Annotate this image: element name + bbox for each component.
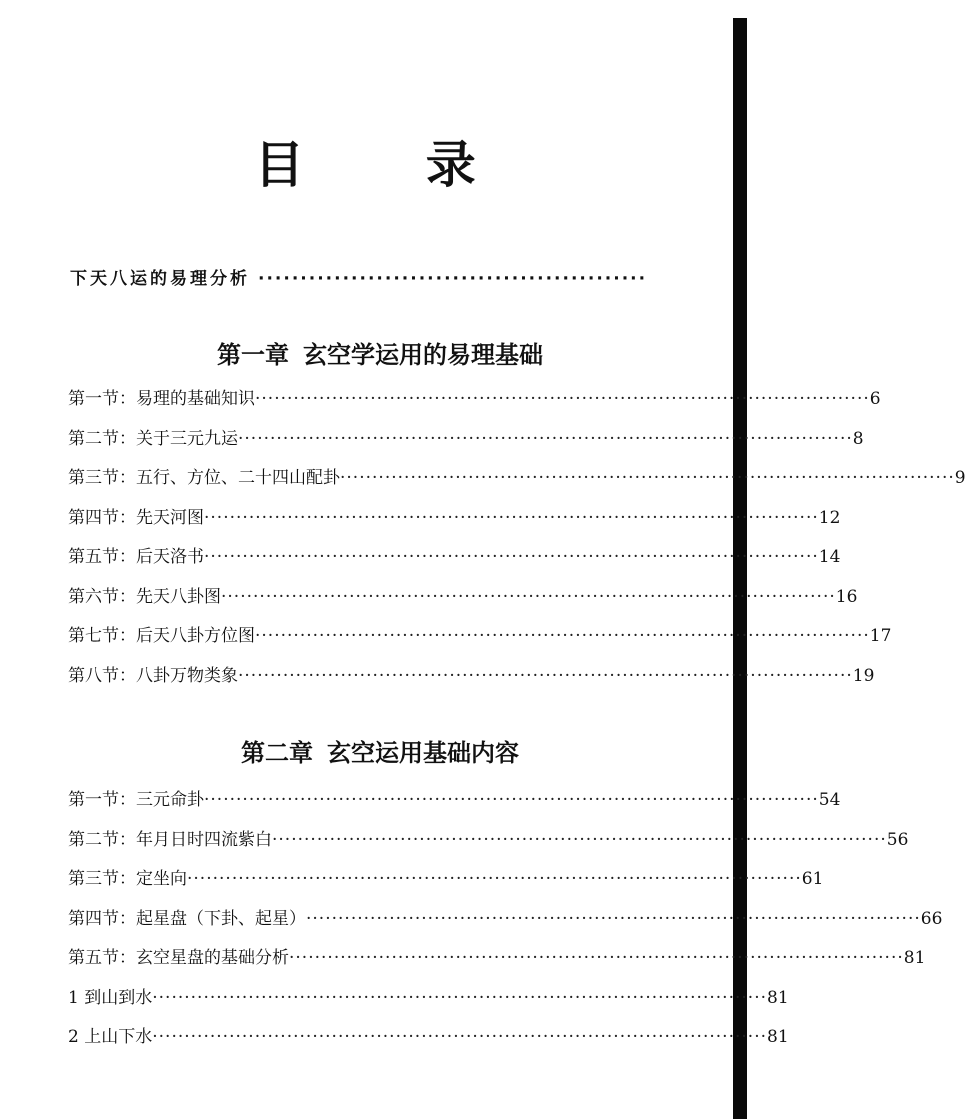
- toc-page-number: 8: [852, 428, 864, 449]
- toc-entry[interactable]: [68, 582, 858, 622]
- toc-page-number: 61: [801, 869, 824, 889]
- chapter-name: 玄空运用基础内容: [327, 739, 519, 767]
- toc-intro-label: 下天八运的易理分析: [70, 269, 250, 289]
- toc-leader-dots: ································································································: [306, 908, 921, 929]
- chapter-number: 第一章: [217, 341, 289, 369]
- toc-entry-label: 第二节：关于三元九运: [68, 428, 238, 449]
- toc-page-number: 14: [818, 547, 841, 567]
- toc-entry[interactable]: [68, 661, 875, 701]
- toc-entry[interactable]: [68, 542, 841, 582]
- toc-entry-label: 第四节：起星盘（下卦、起星）: [68, 908, 306, 929]
- toc-entry[interactable]: [68, 983, 789, 1023]
- toc-entry-label: 第一节：易理的基础知识: [68, 389, 255, 409]
- toc-entry[interactable]: [68, 503, 841, 543]
- toc-entry[interactable]: [68, 943, 926, 983]
- toc-entry-label: 第三节：定坐向: [68, 869, 187, 889]
- chapter-heading-2: [100, 741, 660, 765]
- toc-entry[interactable]: [68, 1022, 789, 1062]
- toc-leader-dots: ································································································: [340, 468, 955, 488]
- toc-entry-label: 第八节：八卦万物类象: [68, 665, 238, 686]
- toc-page-number: 16: [835, 586, 858, 607]
- toc-entry-label: 第四节：先天河图: [68, 507, 204, 528]
- chapter-1-sections: [68, 384, 966, 700]
- toc-leader-dots: ································································································: [204, 507, 819, 528]
- toc-page-number: 6: [869, 389, 881, 409]
- toc-leader-dots: ································································································: [152, 987, 767, 1008]
- toc-leader-dots: ································································································: [289, 948, 904, 968]
- toc-entry[interactable]: [68, 825, 909, 865]
- toc-leader-dots: ································································································: [255, 389, 870, 409]
- toc-entry-label: 第七节：后天八卦方位图: [68, 626, 255, 646]
- toc-entry-label: 2 上山下水: [68, 1027, 153, 1047]
- toc-leader-dots: ································································································: [152, 1027, 767, 1047]
- toc-page-number: 19: [852, 665, 875, 686]
- toc-entry[interactable]: [68, 904, 943, 944]
- toc-leader-dots: ································································································: [221, 586, 836, 607]
- toc-entry-label: 第五节：玄空星盘的基础分析: [68, 948, 289, 968]
- toc-entry[interactable]: [68, 621, 892, 661]
- toc-entry[interactable]: [68, 864, 824, 904]
- chapter-2-sections: [68, 785, 943, 1062]
- toc-page-number: 54: [818, 790, 841, 810]
- toc-entry[interactable]: [68, 424, 864, 464]
- toc-page-number: 12: [818, 507, 841, 528]
- toc-entry[interactable]: [68, 785, 841, 825]
- toc-leader-dots: ································································································: [204, 547, 819, 567]
- toc-leader-dots: ································································································: [238, 428, 853, 449]
- chapter-name: 玄空学运用的易理基础: [303, 341, 543, 369]
- chapter-heading-1: [100, 343, 660, 367]
- toc-page-number: 17: [869, 626, 892, 646]
- toc-leader-dots: ································································································: [204, 790, 819, 810]
- toc-page-number: 56: [886, 829, 909, 850]
- toc-entry-label: 第一节：三元命卦: [68, 790, 204, 810]
- toc-leader-dots: ··············································: [258, 269, 648, 289]
- toc-leader-dots: ································································································: [238, 665, 853, 686]
- toc-page-number: 66: [920, 908, 943, 929]
- toc-leader-dots: ································································································: [272, 829, 887, 850]
- toc-entry-label: 第六节：先天八卦图: [68, 586, 221, 607]
- toc-entry-label: 1 到山到水: [68, 987, 153, 1008]
- chapter-number: 第二章: [241, 739, 313, 767]
- toc-intro-entry[interactable]: [70, 264, 648, 289]
- page-title: 目 录: [254, 136, 528, 194]
- toc-entry-label: 第五节：后天洛书: [68, 547, 204, 567]
- toc-page-number: 9: [954, 468, 966, 488]
- toc-leader-dots: ································································································: [187, 869, 802, 889]
- toc-leader-dots: ································································································: [255, 626, 870, 646]
- toc-entry-label: 第三节：五行、方位、二十四山配卦: [68, 468, 340, 488]
- toc-entry-label: 第二节：年月日时四流紫白: [68, 829, 272, 850]
- toc-entry[interactable]: [68, 463, 966, 503]
- toc-page-number: 81: [767, 987, 789, 1008]
- toc-entry[interactable]: [68, 384, 881, 424]
- toc-page-number: 81: [767, 1027, 789, 1047]
- toc-page-number: 81: [903, 948, 926, 968]
